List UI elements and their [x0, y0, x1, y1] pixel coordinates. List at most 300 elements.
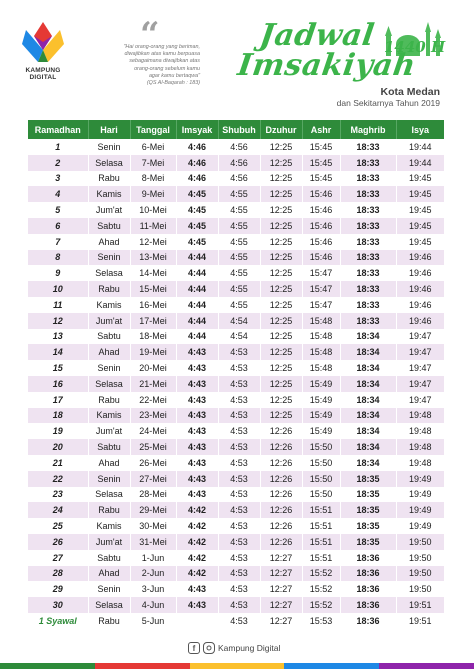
cell-ramadhan: 23 — [28, 487, 88, 503]
cell-imsyak: 4:44 — [176, 297, 218, 313]
cell-hari: Jum'at — [88, 423, 130, 439]
cell-hari: Rabu — [88, 502, 130, 518]
cell-ashr: 15:52 — [302, 566, 340, 582]
cell-ashr: 15:50 — [302, 487, 340, 503]
cell-ramadhan: 14 — [28, 344, 88, 360]
cell-hari: Selasa — [88, 487, 130, 503]
table-row — [28, 581, 444, 597]
cell-hari: Sabtu — [88, 218, 130, 234]
cell-hari: Ahad — [88, 455, 130, 471]
cell-maghrib: 18:34 — [340, 376, 396, 392]
cell-ashr: 15:45 — [302, 171, 340, 187]
col-header-hari: Hari — [88, 120, 130, 139]
cell-shubuh: 4:55 — [218, 250, 260, 266]
cell-ashr: 15:46 — [302, 234, 340, 250]
cell-shubuh: 4:53 — [218, 439, 260, 455]
cell-shubuh: 4:53 — [218, 423, 260, 439]
cell-maghrib: 18:36 — [340, 597, 396, 613]
cell-isya: 19:46 — [396, 250, 444, 266]
table-row — [28, 313, 444, 329]
table-row — [28, 408, 444, 424]
cell-maghrib: 18:35 — [340, 487, 396, 503]
table-row — [28, 455, 444, 471]
facebook-icon: f — [188, 642, 200, 654]
cell-tanggal: 4-Jun — [130, 597, 176, 613]
table-row — [28, 329, 444, 345]
cell-shubuh: 4:53 — [218, 566, 260, 582]
cell-maghrib: 18:34 — [340, 344, 396, 360]
col-header-maghrib: Maghrib — [340, 120, 396, 139]
cell-dzuhur: 12:25 — [260, 186, 302, 202]
cell-hari: Senin — [88, 581, 130, 597]
cell-imsyak: 4:42 — [176, 502, 218, 518]
cell-isya: 19:50 — [396, 581, 444, 597]
cell-isya: 19:45 — [396, 218, 444, 234]
cell-ramadhan: 5 — [28, 202, 88, 218]
color-stripe-segment — [190, 663, 285, 669]
cell-tanggal: 9-Mei — [130, 186, 176, 202]
table-row — [28, 471, 444, 487]
cell-tanggal: 28-Mei — [130, 487, 176, 503]
cell-tanggal: 7-Mei — [130, 155, 176, 171]
cell-maghrib: 18:36 — [340, 566, 396, 582]
cell-dzuhur: 12:25 — [260, 281, 302, 297]
cell-isya: 19:50 — [396, 534, 444, 550]
cell-dzuhur: 12:25 — [260, 218, 302, 234]
cell-dzuhur: 12:25 — [260, 376, 302, 392]
cell-ashr: 15:50 — [302, 455, 340, 471]
cell-ramadhan: 3 — [28, 171, 88, 187]
cell-ramadhan: 19 — [28, 423, 88, 439]
table-row — [28, 392, 444, 408]
col-header-ashr: Ashr — [302, 120, 340, 139]
cell-ramadhan: 7 — [28, 234, 88, 250]
cell-shubuh: 4:56 — [218, 139, 260, 155]
table-row — [28, 518, 444, 534]
cell-dzuhur: 12:25 — [260, 408, 302, 424]
cell-maghrib: 18:34 — [340, 360, 396, 376]
cell-ramadhan: 27 — [28, 550, 88, 566]
cell-isya: 19:49 — [396, 471, 444, 487]
cell-isya: 19:45 — [396, 234, 444, 250]
cell-tanggal: 20-Mei — [130, 360, 176, 376]
cell-shubuh: 4:56 — [218, 155, 260, 171]
col-header-isya: Isya — [396, 120, 444, 139]
cell-maghrib: 18:33 — [340, 265, 396, 281]
cell-imsyak: 4:43 — [176, 439, 218, 455]
cell-maghrib: 18:33 — [340, 171, 396, 187]
table-row — [28, 423, 444, 439]
logo-text-line1: KAMPUNG — [25, 67, 61, 74]
cell-ramadhan: 18 — [28, 408, 88, 424]
cell-imsyak: 4:43 — [176, 455, 218, 471]
cell-imsyak: 4:42 — [176, 550, 218, 566]
cell-shubuh: 4:55 — [218, 265, 260, 281]
table-row — [28, 186, 444, 202]
cell-shubuh: 4:55 — [218, 297, 260, 313]
cell-maghrib: 18:33 — [340, 218, 396, 234]
cell-tanggal: 21-Mei — [130, 376, 176, 392]
cell-imsyak: 4:43 — [176, 392, 218, 408]
cell-imsyak: 4:42 — [176, 534, 218, 550]
cell-isya: 19:46 — [396, 313, 444, 329]
cell-ashr: 15:51 — [302, 534, 340, 550]
footer — [188, 641, 280, 655]
cell-tanggal: 27-Mei — [130, 471, 176, 487]
cell-ashr: 15:47 — [302, 281, 340, 297]
cell-ramadhan: 10 — [28, 281, 88, 297]
kampung-digital-logo — [18, 20, 68, 80]
cell-ashr: 15:46 — [302, 250, 340, 266]
col-header-tanggal: Tanggal — [130, 120, 176, 139]
cell-dzuhur: 12:26 — [260, 471, 302, 487]
cell-hari: Selasa — [88, 265, 130, 281]
cell-shubuh: 4:53 — [218, 487, 260, 503]
cell-isya: 19:49 — [396, 518, 444, 534]
cell-isya: 19:46 — [396, 297, 444, 313]
cell-ramadhan: 4 — [28, 186, 88, 202]
cell-shubuh: 4:53 — [218, 581, 260, 597]
cell-shubuh: 4:56 — [218, 171, 260, 187]
cell-ashr: 15:47 — [302, 297, 340, 313]
table-row — [28, 202, 444, 218]
cell-tanggal: 19-Mei — [130, 344, 176, 360]
cell-hari: Rabu — [88, 392, 130, 408]
cell-dzuhur: 12:26 — [260, 455, 302, 471]
cell-ashr: 15:46 — [302, 186, 340, 202]
quote-line: sebagaimana diwajibkan atas — [129, 58, 200, 65]
color-stripe-segment — [379, 663, 474, 669]
cell-maghrib: 18:33 — [340, 202, 396, 218]
cell-hari: Kamis — [88, 518, 130, 534]
cell-hari: Senin — [88, 471, 130, 487]
cell-isya: 19:45 — [396, 186, 444, 202]
cell-imsyak: 4:46 — [176, 155, 218, 171]
cell-imsyak: 4:43 — [176, 376, 218, 392]
cell-ramadhan: 11 — [28, 297, 88, 313]
cell-ramadhan: 13 — [28, 329, 88, 345]
cell-shubuh: 4:53 — [218, 502, 260, 518]
cell-tanggal: 26-Mei — [130, 455, 176, 471]
cell-shubuh: 4:54 — [218, 313, 260, 329]
cell-dzuhur: 12:25 — [260, 155, 302, 171]
cell-hari: Rabu — [88, 281, 130, 297]
table-row — [28, 234, 444, 250]
table-row — [28, 171, 444, 187]
cell-imsyak: 4:42 — [176, 566, 218, 582]
cell-maghrib: 18:36 — [340, 550, 396, 566]
cell-ashr: 15:48 — [302, 329, 340, 345]
cell-hari: Ahad — [88, 344, 130, 360]
cell-maghrib: 18:34 — [340, 392, 396, 408]
cell-hari: Sabtu — [88, 439, 130, 455]
table-row — [28, 281, 444, 297]
table-body — [28, 139, 444, 629]
cell-dzuhur: 12:27 — [260, 597, 302, 613]
cell-shubuh: 4:55 — [218, 202, 260, 218]
cell-ramadhan: 28 — [28, 566, 88, 582]
logo-text-line2: DIGITAL — [29, 74, 57, 81]
cell-ramadhan: 20 — [28, 439, 88, 455]
col-header-shubuh: Shubuh — [218, 120, 260, 139]
cell-shubuh: 4:53 — [218, 344, 260, 360]
table-row — [28, 597, 444, 613]
cell-hari: Sabtu — [88, 329, 130, 345]
cell-isya: 19:47 — [396, 392, 444, 408]
table-row — [28, 250, 444, 266]
cell-hari: Kamis — [88, 297, 130, 313]
imsakiyah-table — [28, 120, 444, 629]
cell-isya: 19:49 — [396, 487, 444, 503]
cell-imsyak: 4:45 — [176, 202, 218, 218]
cell-ashr: 15:46 — [302, 218, 340, 234]
cell-isya: 19:45 — [396, 171, 444, 187]
cell-hari: Ahad — [88, 566, 130, 582]
table-row — [28, 297, 444, 313]
cell-dzuhur: 12:25 — [260, 297, 302, 313]
quote-line: diwajibkan atas kamu berpuasa — [124, 51, 200, 58]
cell-tanggal: 5-Jun — [130, 613, 176, 629]
quote-source: (QS Al-Baqarah : 183) — [146, 80, 200, 87]
cell-shubuh: 4:54 — [218, 329, 260, 345]
cell-imsyak: 4:46 — [176, 139, 218, 155]
cell-ramadhan: 2 — [28, 155, 88, 171]
cell-isya: 19:47 — [396, 344, 444, 360]
cell-ashr: 15:49 — [302, 376, 340, 392]
cell-maghrib: 18:33 — [340, 250, 396, 266]
cell-imsyak: 4:44 — [176, 281, 218, 297]
cell-ashr: 15:47 — [302, 265, 340, 281]
cell-ramadhan: 24 — [28, 502, 88, 518]
cell-isya: 19:51 — [396, 613, 444, 629]
cell-maghrib: 18:33 — [340, 281, 396, 297]
cell-hari: Jum'at — [88, 202, 130, 218]
cell-imsyak: 4:43 — [176, 360, 218, 376]
cell-dzuhur: 12:25 — [260, 265, 302, 281]
footer-label: Kampung Digital — [218, 643, 281, 653]
cell-maghrib: 18:33 — [340, 313, 396, 329]
cell-isya: 19:50 — [396, 550, 444, 566]
cell-tanggal: 12-Mei — [130, 234, 176, 250]
cell-dzuhur: 12:25 — [260, 392, 302, 408]
cell-shubuh: 4:53 — [218, 408, 260, 424]
cell-ashr: 15:48 — [302, 360, 340, 376]
cell-maghrib: 18:35 — [340, 502, 396, 518]
cell-maghrib: 18:36 — [340, 581, 396, 597]
cell-dzuhur: 12:25 — [260, 202, 302, 218]
cell-ashr: 15:50 — [302, 439, 340, 455]
table-header-row — [28, 120, 444, 139]
table-row — [28, 550, 444, 566]
cell-shubuh: 4:55 — [218, 281, 260, 297]
cell-tanggal: 24-Mei — [130, 423, 176, 439]
cell-ramadhan: 15 — [28, 360, 88, 376]
cell-dzuhur: 12:25 — [260, 250, 302, 266]
city-name: Kota Medan — [380, 86, 440, 98]
quote-mark-icon: “ — [140, 15, 160, 55]
cell-tanggal: 14-Mei — [130, 265, 176, 281]
table-row — [28, 439, 444, 455]
cell-maghrib: 18:35 — [340, 534, 396, 550]
cell-ramadhan: 22 — [28, 471, 88, 487]
cell-isya: 19:45 — [396, 202, 444, 218]
cell-isya: 19:48 — [396, 455, 444, 471]
cell-maghrib: 18:33 — [340, 297, 396, 313]
cell-ramadhan: 16 — [28, 376, 88, 392]
quote-line: agar kamu bertaqwa" — [148, 72, 200, 79]
cell-tanggal: 11-Mei — [130, 218, 176, 234]
cell-dzuhur: 12:26 — [260, 534, 302, 550]
cell-tanggal: 1-Jun — [130, 550, 176, 566]
cell-imsyak: 4:43 — [176, 581, 218, 597]
cell-imsyak: 4:46 — [176, 171, 218, 187]
cell-ashr: 15:49 — [302, 423, 340, 439]
cell-maghrib: 18:34 — [340, 423, 396, 439]
cell-tanggal: 17-Mei — [130, 313, 176, 329]
cell-hari: Senin — [88, 360, 130, 376]
cell-dzuhur: 12:27 — [260, 550, 302, 566]
cell-maghrib: 18:34 — [340, 329, 396, 345]
cell-ashr: 15:46 — [302, 202, 340, 218]
table-row — [28, 534, 444, 550]
color-stripe — [0, 663, 474, 669]
cell-imsyak: 4:44 — [176, 313, 218, 329]
table-row — [28, 360, 444, 376]
cell-ramadhan: 21 — [28, 455, 88, 471]
cell-imsyak: 4:44 — [176, 250, 218, 266]
cell-isya: 19:47 — [396, 360, 444, 376]
cell-tanggal: 25-Mei — [130, 439, 176, 455]
instagram-icon — [203, 642, 215, 654]
cell-tanggal: 29-Mei — [130, 502, 176, 518]
cell-dzuhur: 12:26 — [260, 439, 302, 455]
cell-imsyak: 4:44 — [176, 329, 218, 345]
cell-ramadhan: 1 Syawal — [28, 613, 88, 629]
cell-dzuhur: 12:25 — [260, 234, 302, 250]
cell-imsyak: 4:43 — [176, 597, 218, 613]
table-row — [28, 139, 444, 155]
cell-ramadhan: 9 — [28, 265, 88, 281]
cell-ashr: 15:48 — [302, 344, 340, 360]
col-header-dzuhur: Dzuhur — [260, 120, 302, 139]
cell-imsyak: 4:45 — [176, 234, 218, 250]
table-row — [28, 376, 444, 392]
cell-ashr: 15:52 — [302, 597, 340, 613]
cell-ashr: 15:51 — [302, 550, 340, 566]
col-header-ramadhan: Ramadhan — [28, 120, 88, 139]
cell-shubuh: 4:53 — [218, 613, 260, 629]
cell-shubuh: 4:55 — [218, 218, 260, 234]
cell-ashr: 15:49 — [302, 392, 340, 408]
table-row — [28, 344, 444, 360]
cell-dzuhur: 12:25 — [260, 313, 302, 329]
table-row — [28, 566, 444, 582]
cell-shubuh: 4:53 — [218, 376, 260, 392]
cell-shubuh: 4:53 — [218, 392, 260, 408]
cell-shubuh: 4:53 — [218, 471, 260, 487]
cell-ramadhan: 17 — [28, 392, 88, 408]
cell-imsyak: 4:43 — [176, 487, 218, 503]
page-header — [0, 0, 474, 115]
cell-dzuhur: 12:26 — [260, 502, 302, 518]
cell-imsyak: 4:43 — [176, 408, 218, 424]
cell-shubuh: 4:53 — [218, 518, 260, 534]
table-row — [28, 487, 444, 503]
cell-dzuhur: 12:27 — [260, 566, 302, 582]
cell-isya: 19:48 — [396, 423, 444, 439]
cell-maghrib: 18:35 — [340, 471, 396, 487]
cell-ramadhan: 1 — [28, 139, 88, 155]
cell-imsyak: 4:43 — [176, 423, 218, 439]
cell-dzuhur: 12:25 — [260, 344, 302, 360]
cell-isya: 19:44 — [396, 139, 444, 155]
table-row — [28, 613, 444, 629]
cell-shubuh: 4:53 — [218, 455, 260, 471]
cell-hari: Jum'at — [88, 313, 130, 329]
cell-imsyak — [176, 613, 218, 629]
cell-ashr: 15:51 — [302, 518, 340, 534]
table-row — [28, 265, 444, 281]
cell-isya: 19:46 — [396, 265, 444, 281]
cell-hari: Kamis — [88, 408, 130, 424]
cell-ashr: 15:50 — [302, 471, 340, 487]
cell-dzuhur: 12:25 — [260, 360, 302, 376]
cell-isya: 19:47 — [396, 376, 444, 392]
cell-maghrib: 18:33 — [340, 139, 396, 155]
cell-maghrib: 18:33 — [340, 234, 396, 250]
cell-maghrib: 18:36 — [340, 613, 396, 629]
cell-maghrib: 18:34 — [340, 455, 396, 471]
cell-tanggal: 23-Mei — [130, 408, 176, 424]
cell-isya: 19:50 — [396, 566, 444, 582]
quran-quote — [80, 44, 200, 87]
cell-maghrib: 18:34 — [340, 439, 396, 455]
cell-ramadhan: 29 — [28, 581, 88, 597]
cell-tanggal: 13-Mei — [130, 250, 176, 266]
cell-tanggal: 15-Mei — [130, 281, 176, 297]
cell-ashr: 15:52 — [302, 581, 340, 597]
kampung-digital-logo-icon — [18, 20, 68, 65]
cell-hari: Selasa — [88, 597, 130, 613]
cell-isya: 19:49 — [396, 502, 444, 518]
cell-shubuh: 4:55 — [218, 234, 260, 250]
cell-ashr: 15:49 — [302, 408, 340, 424]
cell-shubuh: 4:53 — [218, 360, 260, 376]
cell-isya: 19:48 — [396, 439, 444, 455]
cell-isya: 19:44 — [396, 155, 444, 171]
cell-isya: 19:47 — [396, 329, 444, 345]
cell-tanggal: 31-Mei — [130, 534, 176, 550]
cell-isya: 19:46 — [396, 281, 444, 297]
col-header-imsyak: Imsyak — [176, 120, 218, 139]
cell-tanggal: 8-Mei — [130, 171, 176, 187]
cell-dzuhur: 12:27 — [260, 581, 302, 597]
cell-shubuh: 4:53 — [218, 534, 260, 550]
color-stripe-segment — [284, 663, 379, 669]
cell-dzuhur: 12:26 — [260, 518, 302, 534]
cell-imsyak: 4:43 — [176, 471, 218, 487]
title-line2: Imsakiyah — [235, 48, 418, 83]
cell-ashr: 15:51 — [302, 502, 340, 518]
color-stripe-segment — [95, 663, 190, 669]
title-line1: Jadwal — [257, 18, 377, 53]
table-row — [28, 218, 444, 234]
cell-ashr: 15:45 — [302, 139, 340, 155]
cell-maghrib: 18:35 — [340, 518, 396, 534]
cell-ashr: 15:53 — [302, 613, 340, 629]
cell-dzuhur: 12:25 — [260, 329, 302, 345]
cell-hari: Jum'at — [88, 534, 130, 550]
